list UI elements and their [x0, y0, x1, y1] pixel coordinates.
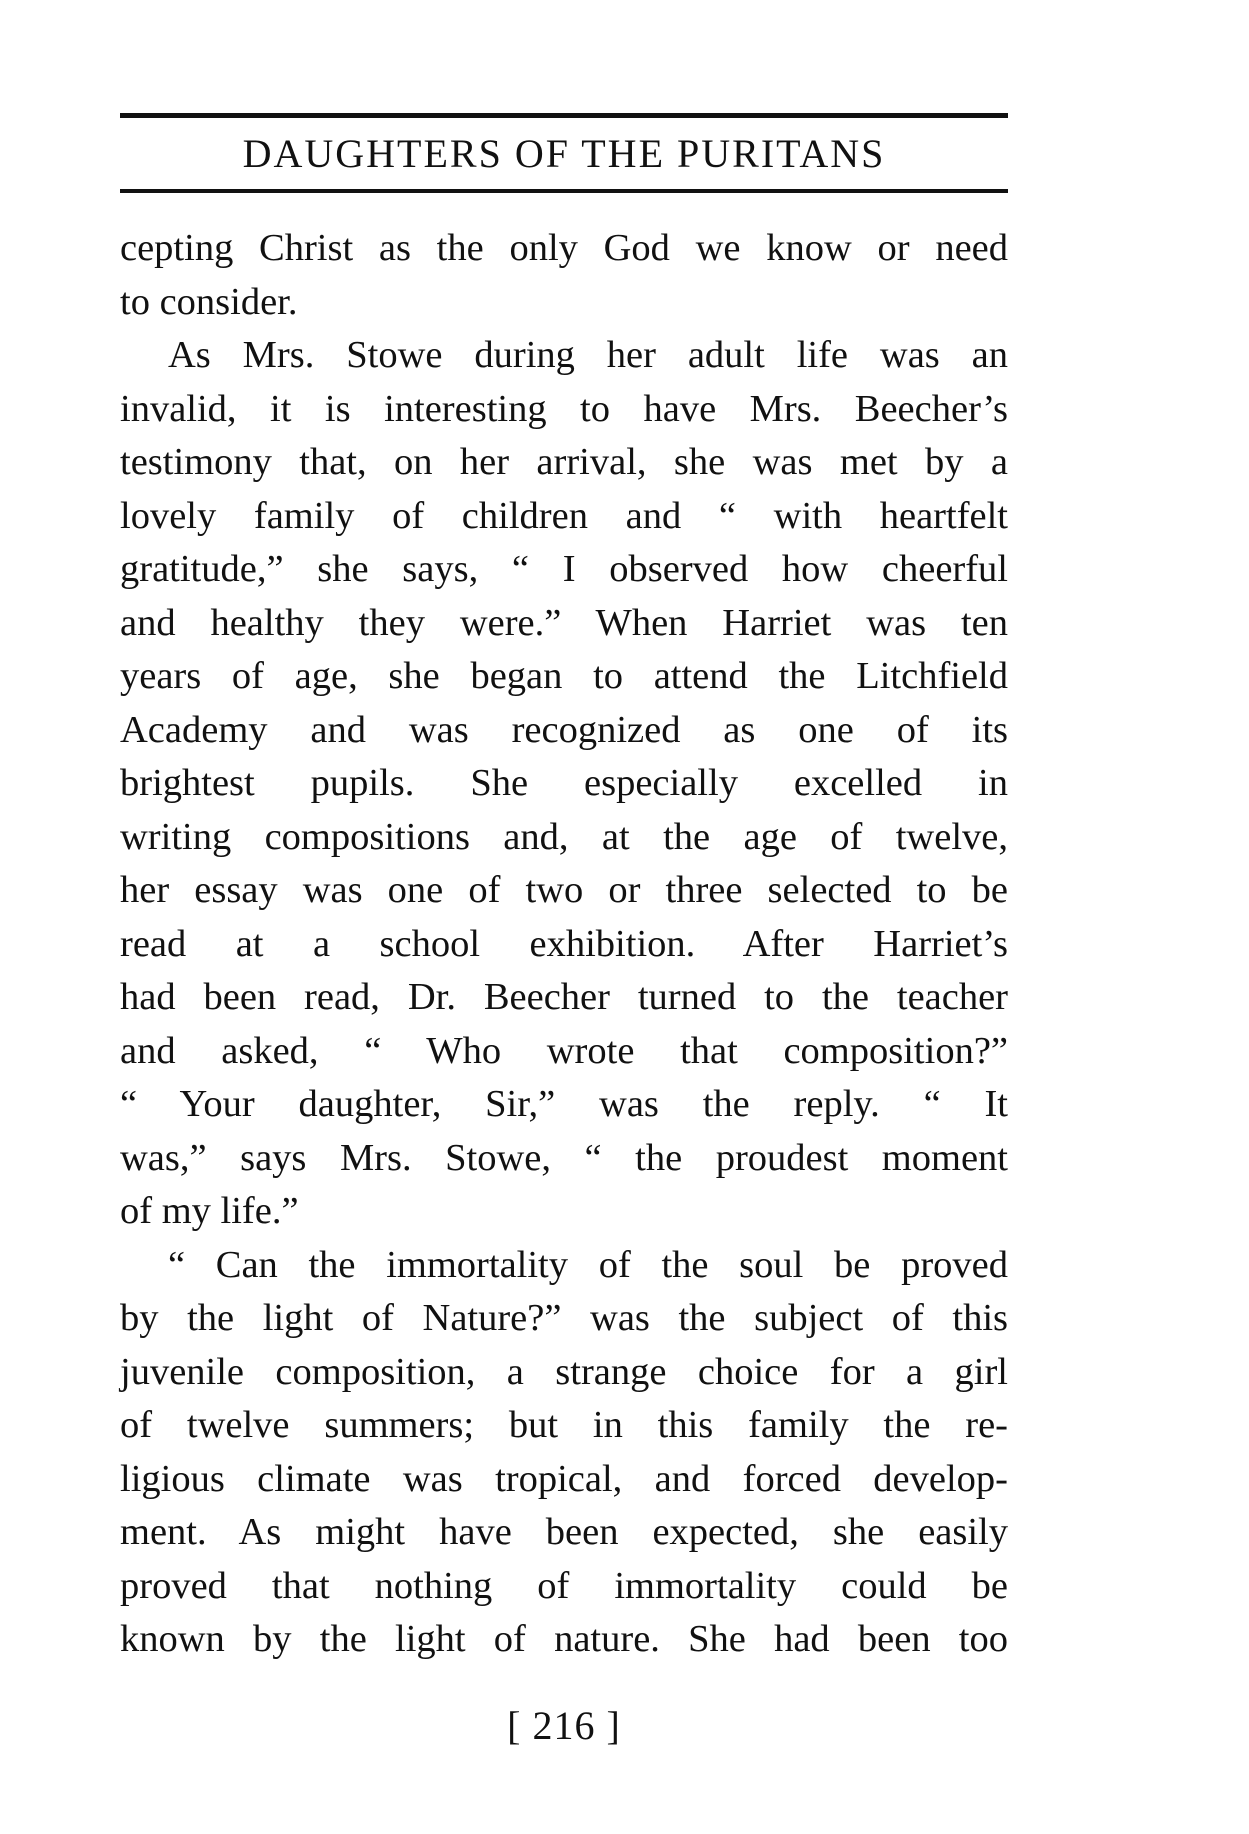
text-line: writing compositions and, at the age of twelve,: [120, 815, 1008, 858]
text-line: of my life.”: [120, 1190, 299, 1232]
text-line: had been read, Dr. Beecher turned to the teacher: [120, 976, 1008, 1018]
page-number: [ 216 ]: [507, 1703, 621, 1748]
running-title: DAUGHTERS OF THE PURITANS: [242, 131, 886, 176]
text-line: As Mrs. Stowe during her adult life was an: [168, 334, 1008, 376]
body-text: [120, 222, 1008, 1667]
text-line: years of age, she began to attend the Litchfield: [120, 655, 1008, 697]
text-line: lovely family of children and “ with heartfelt: [120, 494, 1008, 537]
text-line: “ Your daughter, Sir,” was the reply. “ It: [120, 1083, 1008, 1125]
text-line: was,” says Mrs. Stowe, “ the proudest moment: [120, 1136, 1008, 1179]
text-line: proved that nothing of immortality could be: [120, 1564, 1008, 1607]
text-line: cepting Christ as the only God we know or need: [120, 227, 1008, 269]
text-line: ligious climate was tropical, and forced develop-: [120, 1457, 1008, 1500]
text-line: of twelve summers; but in this family the re-: [120, 1404, 1008, 1446]
text-line: and asked, “ Who wrote that composition?”: [120, 1029, 1008, 1072]
text-line: juvenile composition, a strange choice for a girl: [120, 1350, 1008, 1393]
text-line: read at a school exhibition. After Harriet’s: [120, 922, 1008, 965]
text-line: Academy and was recognized as one of its: [120, 708, 1008, 751]
text-line: ment. As might have been expected, she easily: [120, 1511, 1008, 1553]
text-line: gratitude,” she says, “ I observed how cheerful: [120, 548, 1008, 590]
text-line: known by the light of nature. She had been too: [120, 1618, 1008, 1660]
text-line: her essay was one of two or three selected to be: [120, 869, 1008, 911]
text-line: brightest pupils. She especially excelled in: [120, 762, 1008, 804]
text-line: by the light of Nature?” was the subject of this: [120, 1297, 1008, 1339]
text-line: and healthy they were.” When Harriet was ten: [120, 601, 1008, 644]
header-rule-top: [120, 113, 1008, 118]
text-line: “ Can the immortality of the soul be proved: [168, 1243, 1008, 1286]
header-rule-bottom: [120, 189, 1008, 193]
text-line: invalid, it is interesting to have Mrs. Beecher’s: [120, 387, 1008, 430]
text-line: to consider.: [120, 280, 298, 323]
text-line: testimony that, on her arrival, she was met by a: [120, 441, 1008, 483]
